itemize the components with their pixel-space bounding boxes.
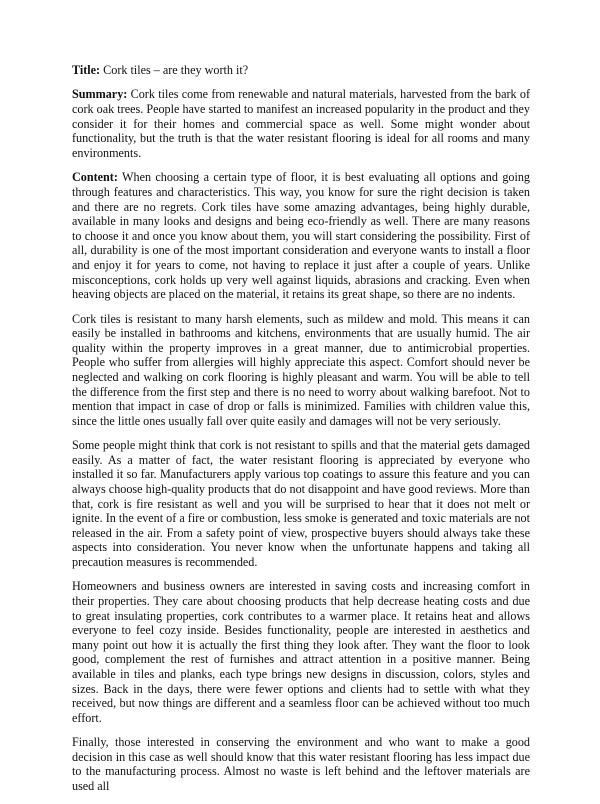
body-paragraph: Homeowners and business owners are interested in saving costs and increasing comfort in their properties. They care about choosing products that help decrease heating costs and due to great insulating properties, cork contributes to a warmer place. It retains heat and allows everyone to feel cozy inside. Besides functionality, people are interested in aesthetics and many point out how it is actually the first thing they look after. They want the floor to look good, complement the rest of furnishes and attract attention in a positive manner. Being available in tiles and planks, each type brings new designs in discussion, colors, styles and sizes. Back in the days, there were fewer options and clients had to settle with what they received, but now things are different and a seamless floor can be achieved without too much effort. (72, 579, 530, 725)
body-paragraph: Finally, those interested in conserving the environment and who want to make a good decision in this case as well should know that this water resistant flooring has less impact due to the manufacturing process. Almost no waste is left behind and the leftover materials are used all (72, 735, 530, 794)
content-text: When choosing a certain type of floor, it is best evaluating all options and going through features and characteristics. This way, you know for sure the right decision is taken and there are no regrets. Cork tiles have some amazing advantages, being highly durable, available in many looks and designs and being eco-friendly as well. There are many reasons to choose it and once you know about them, you will start considering the possibility. First of all, durability is one of the most important consideration and everyone wants to install a floor and enjoy it for years to come, not having to replace it just after a couple of years. Unlike misconceptions, cork holds up very well against liquids, abrasions and cracking. Even when heaving objects are placed on the material, it retains its great shape, so there are no indents. (72, 170, 530, 302)
content-label: Content: (72, 170, 118, 185)
title-text: Cork tiles – are they worth it? (100, 63, 249, 77)
summary-paragraph (72, 87, 530, 160)
body-paragraph: Some people might think that cork is not resistant to spills and that the material gets damaged easily. As a matter of fact, the water resistant flooring is appreciated by everyone who installed it so far. Manufacturers apply various top coatings to assure this feature and you can always choose high-quality products that do not disappoint and have good reviews. More than that, cork is fire resistant as well and you will be surprised to hear that it does not melt or ignite. In the event of a fire or combustion, less smoke is generated and toxic materials are not released in the air. From a safety point of view, prospective buyers should always take these aspects into consideration. You never know when the unfortunate happens and taking all precaution measures is recommended. (72, 438, 530, 569)
document-page (72, 63, 530, 804)
title-label: Title: (72, 63, 101, 77)
body-paragraph: Cork tiles is resistant to many harsh elements, such as mildew and mold. This means it can easily be installed in bathrooms and kitchens, environments that are usually humid. The air quality within the property improves in a great manner, due to antimicrobial properties. People who suffer from allergies will highly appreciate this aspect. Comfort should never be neglected and walking on cork flooring is highly pleasant and warm. You will be able to tell the difference from the first step and there is no need to worry about walking barefoot. Not to mention that impact in case of drop or falls is minimized. Families with children value this, since the little ones usually fall over quite easily and damages will not be very seriously. (72, 311, 530, 428)
summary-label: Summary: (72, 87, 128, 102)
title-paragraph (72, 63, 530, 78)
summary-text: Cork tiles come from renewable and natural materials, harvested from the bark of cork oak trees. People have started to manifest an increased popularity in the product and they consider it for their homes and commercial space as well. Some might wonder about functionality, but the truth is that the water resistant flooring is ideal for all rooms and many environments. (72, 87, 530, 160)
content-paragraph (72, 170, 530, 301)
